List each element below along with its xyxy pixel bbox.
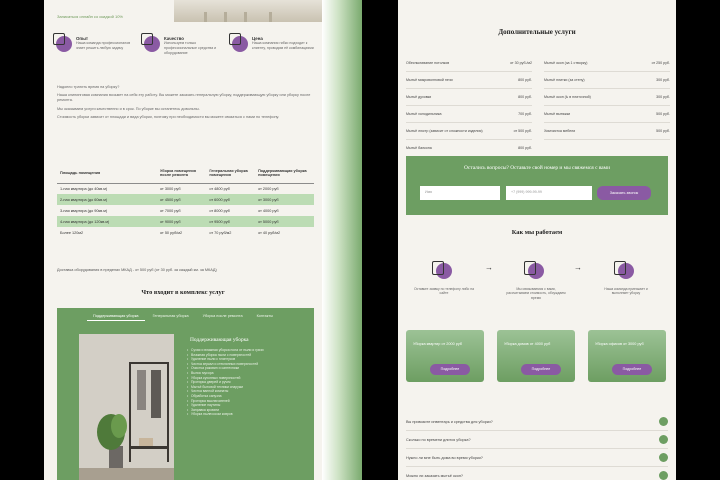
service-name: Мытьё окон (Ь в плиточной) [544, 95, 591, 99]
left-page [44, 0, 322, 480]
callback-title: Остались вопросы? Оставьте свой номер и мы свяжемся с вами [464, 165, 610, 171]
service-price: от 250 руб. [651, 61, 670, 65]
services-tabs [87, 312, 279, 321]
step-3 [596, 263, 656, 296]
list-item: • Протирка выключателей [187, 399, 307, 404]
features-row [56, 36, 314, 62]
service-price: от 30 руб./м2 [510, 61, 532, 65]
services-panel [57, 308, 314, 480]
list-item: • Удаление паутины [187, 403, 307, 408]
details-button[interactable]: Подробнее [521, 364, 561, 375]
table-cell: 4-ная квартира (до 120кв.м) [57, 216, 157, 227]
service-price: 500 руб. [656, 129, 670, 133]
step-text: Наша команда приезжает и выполняет уборку [604, 287, 648, 296]
spray-bottle-icon [144, 36, 160, 52]
table-row [57, 205, 314, 216]
feature-price [232, 36, 314, 62]
card-text: Уборка квартир от 2000 руб [413, 342, 462, 346]
table-row [57, 216, 314, 227]
intro-paragraph: Надоело тратить время на уборку? [57, 85, 120, 89]
calculator-icon [528, 263, 544, 279]
service-price: 700 руб. [518, 112, 532, 116]
feature-title: Качество [164, 36, 184, 41]
step-2 [506, 263, 566, 300]
service-name: Мытьё люстр (зависит от сложности изделия) [406, 129, 483, 133]
table-cell: от 8000 руб [209, 208, 230, 213]
list-item: • Заправка кровати [187, 408, 307, 413]
details-button[interactable]: Подробнее [430, 364, 470, 375]
list-item: • Вынос мусора [187, 371, 307, 376]
service-card[interactable] [588, 330, 666, 382]
table-header: Генеральная уборка помещения [206, 163, 255, 183]
table-cell: Более 120м2 [60, 230, 84, 235]
faq-item[interactable] [406, 449, 668, 467]
list-item: • Удаление пыли с плинтусов [187, 357, 307, 362]
table-cell: от 9500 руб [206, 216, 255, 227]
feature-experience [56, 36, 138, 62]
service-price: 800 руб. [518, 78, 532, 82]
table-cell: от 7000 руб [160, 208, 181, 213]
tab-contacts[interactable]: Контакты [256, 314, 273, 318]
service-name: Мытьё холодильника [406, 112, 442, 116]
work-steps [398, 255, 676, 305]
intro-paragraph: Мы оказываем услуги качественно и в срок. По уборке вы останетесь довольны. [57, 106, 200, 111]
faq-question: Сколько по времени длится уборка? [406, 437, 471, 442]
tab-maintenance[interactable]: Поддерживающая уборка [87, 312, 145, 321]
hero-section [44, 0, 322, 22]
room-photo [79, 334, 174, 480]
service-card[interactable] [406, 330, 484, 382]
faq-question: Вы привозите инвентарь и средства для уборки? [406, 419, 493, 424]
price-tag-icon [232, 36, 248, 52]
service-name: Химчистка мебели [544, 129, 576, 133]
table-cell: от 4000 руб [258, 208, 279, 213]
service-row [544, 55, 670, 72]
table-cell: от 40 руб/м2 [258, 230, 281, 235]
table-cell: от 3000 руб [160, 186, 181, 191]
hero-image [174, 0, 322, 22]
table-cell: 2-ная квартира (до 60кв.м) [57, 194, 157, 205]
service-card[interactable] [497, 330, 575, 382]
expand-icon[interactable] [659, 453, 668, 462]
table-header: Поддерживающая уборка помещения [255, 163, 314, 183]
service-row [544, 123, 670, 140]
cleaning-bucket-icon [56, 36, 72, 52]
expand-icon[interactable] [659, 417, 668, 426]
feature-title: Опыт [76, 36, 88, 41]
list-item: • Уборка пылесосом ковров [187, 412, 307, 417]
table-cell: 1-ная квартира (до 40кв.м) [60, 186, 108, 191]
intro-paragraph: Стоимость уборки зависит от площади и вида уборки, поэтому при необходимости вы можете связаться с нами по телефону. [57, 114, 280, 119]
delivery-note: Доставка оборудования в пределах МКАД - от 500 руб (от 30 руб. за каждый км. за МКАД) [57, 268, 217, 272]
table-cell: от 6000 руб [206, 194, 255, 205]
expand-icon[interactable] [659, 471, 668, 480]
details-button[interactable]: Подробнее [612, 364, 652, 375]
table-cell: от 5000 руб [255, 216, 314, 227]
hero-discount-note: Записаться онлайн со скидкой 10% [57, 14, 123, 19]
card-text: Уборка домов от 4000 руб [504, 342, 551, 346]
right-page [398, 0, 676, 480]
table-cell: от 70 руб/м2 [209, 230, 232, 235]
table-cell: 3-ная квартира (до 90кв.м) [60, 208, 108, 213]
service-name: Мытьё окон (за 1 створку) [544, 61, 588, 65]
table-cell: от 2000 руб [258, 186, 279, 191]
service-row [406, 72, 532, 89]
callback-form [406, 156, 668, 215]
service-name: Мытьё микроволновой печи [406, 78, 453, 82]
list-item: • Уборка кухонных поверхностей [187, 376, 307, 381]
expand-icon[interactable] [659, 435, 668, 444]
phone-request-icon [436, 263, 452, 279]
step-text: Оставьте заявку по телефону либо на сайте [414, 287, 475, 296]
name-input[interactable]: Имя [420, 186, 500, 200]
included-section-title: Что входит в комплекс услуг [141, 289, 225, 296]
step-text: Мы связываемся с вами, рассчитываем стоимость, обсуждаем время [506, 287, 566, 300]
tab-general[interactable]: Генеральная уборка [152, 314, 189, 318]
table-cell: от 4500 руб [157, 194, 206, 205]
table-row [57, 194, 314, 205]
table-cell: от 3000 руб [255, 194, 314, 205]
list-item: • Мытьё бытовой техники снаружи [187, 385, 307, 390]
service-price: 800 руб. [518, 95, 532, 99]
service-row [406, 140, 532, 157]
faq-question: Можно ли заказать мытьё окон? [406, 473, 464, 478]
room-illustration [79, 334, 174, 480]
list-item: • Влажная уборка пыли с поверхностей [187, 353, 307, 358]
panel-list [187, 348, 307, 417]
table-header: Уборка помещения после ремонта [157, 163, 206, 183]
arrow-right-icon: → [485, 263, 493, 272]
service-row [406, 123, 532, 140]
table-cell: от 4800 руб [209, 186, 230, 191]
faq-item[interactable] [406, 431, 668, 449]
step-1 [414, 263, 474, 296]
intro-text [57, 85, 313, 123]
feature-quality [144, 36, 226, 62]
feature-title: Цена [252, 36, 263, 41]
table-cell: от 9000 руб [157, 216, 206, 227]
price-table [57, 163, 314, 238]
table-row [57, 227, 314, 238]
table-row [57, 183, 314, 194]
service-row [406, 106, 532, 123]
services-section-title: Дополнительные услуги [498, 28, 576, 36]
feature-text: Наша команда профессионалов знает решить любую задачу [76, 41, 131, 50]
service-name: Обеспыливание потолков [406, 61, 450, 65]
services-column-right [544, 55, 670, 157]
list-item: • Чистка ванной комнаты [187, 389, 307, 394]
service-price: 500 руб. [656, 112, 670, 116]
phone-input[interactable]: +7 (999) 999-99-99 [506, 186, 592, 200]
services-column-left [406, 55, 532, 157]
table-header-row [57, 163, 314, 183]
faq-item[interactable] [406, 467, 668, 480]
service-row [544, 106, 670, 123]
feature-text: Наша компания гибко подходит к клиенту, проводим её комбинациями [252, 41, 314, 50]
service-row [544, 72, 670, 89]
how-we-work-title: Как мы работаем [511, 229, 563, 236]
background-gap [362, 0, 398, 480]
faq-item[interactable] [406, 413, 668, 431]
table-cell: от 50 руб/м2 [160, 230, 183, 235]
service-name: Мытьё балкона [406, 146, 432, 150]
tab-after-renovation[interactable]: Уборка после ремонта [202, 314, 243, 318]
service-price: 800 руб. [518, 146, 532, 150]
faq-question: Нужно ли мне быть дома во время уборки? [406, 455, 483, 460]
list-item: • Протирка дверей и ручек [187, 380, 307, 385]
service-name: Мытьё вытяжки [544, 112, 571, 116]
list-item: • Чистка зеркал и стеклянных поверхностей [187, 362, 307, 367]
service-name: Мытьё плитки (за стену) [544, 78, 585, 82]
list-item: • Обработка санузла [187, 394, 307, 399]
background-strip [322, 0, 362, 480]
request-call-button[interactable]: Заказать звонок [597, 186, 651, 200]
list-item: • Сухая и влажная уборка пола от пыли и грязи [187, 348, 307, 353]
service-row [406, 89, 532, 106]
list-item: • Очистка раковин и сантехники [187, 366, 307, 371]
services-list [406, 55, 670, 157]
service-price: 300 руб. [656, 78, 670, 82]
service-row [406, 55, 532, 72]
feature-text: Используем только профессиональные средства и оборудование [164, 41, 217, 55]
arrow-right-icon: → [574, 263, 582, 272]
service-row [544, 89, 670, 106]
service-price: 300 руб. [656, 95, 670, 99]
panel-title: Поддерживающая уборка [190, 337, 249, 343]
service-name: Мытьё духовки [406, 95, 432, 99]
intro-paragraph: Наша клининговая компания возьмет на себя эту работу. Вы можете заказать генеральную уборку, поддерживающую уборку или уборку после ремонта. [57, 93, 311, 103]
cleaning-team-icon [618, 263, 634, 279]
table-header: Площадь помещения [57, 163, 157, 183]
card-text: Уборка офисов от 3000 руб [595, 342, 644, 346]
service-price: от 500 руб. [513, 129, 532, 133]
